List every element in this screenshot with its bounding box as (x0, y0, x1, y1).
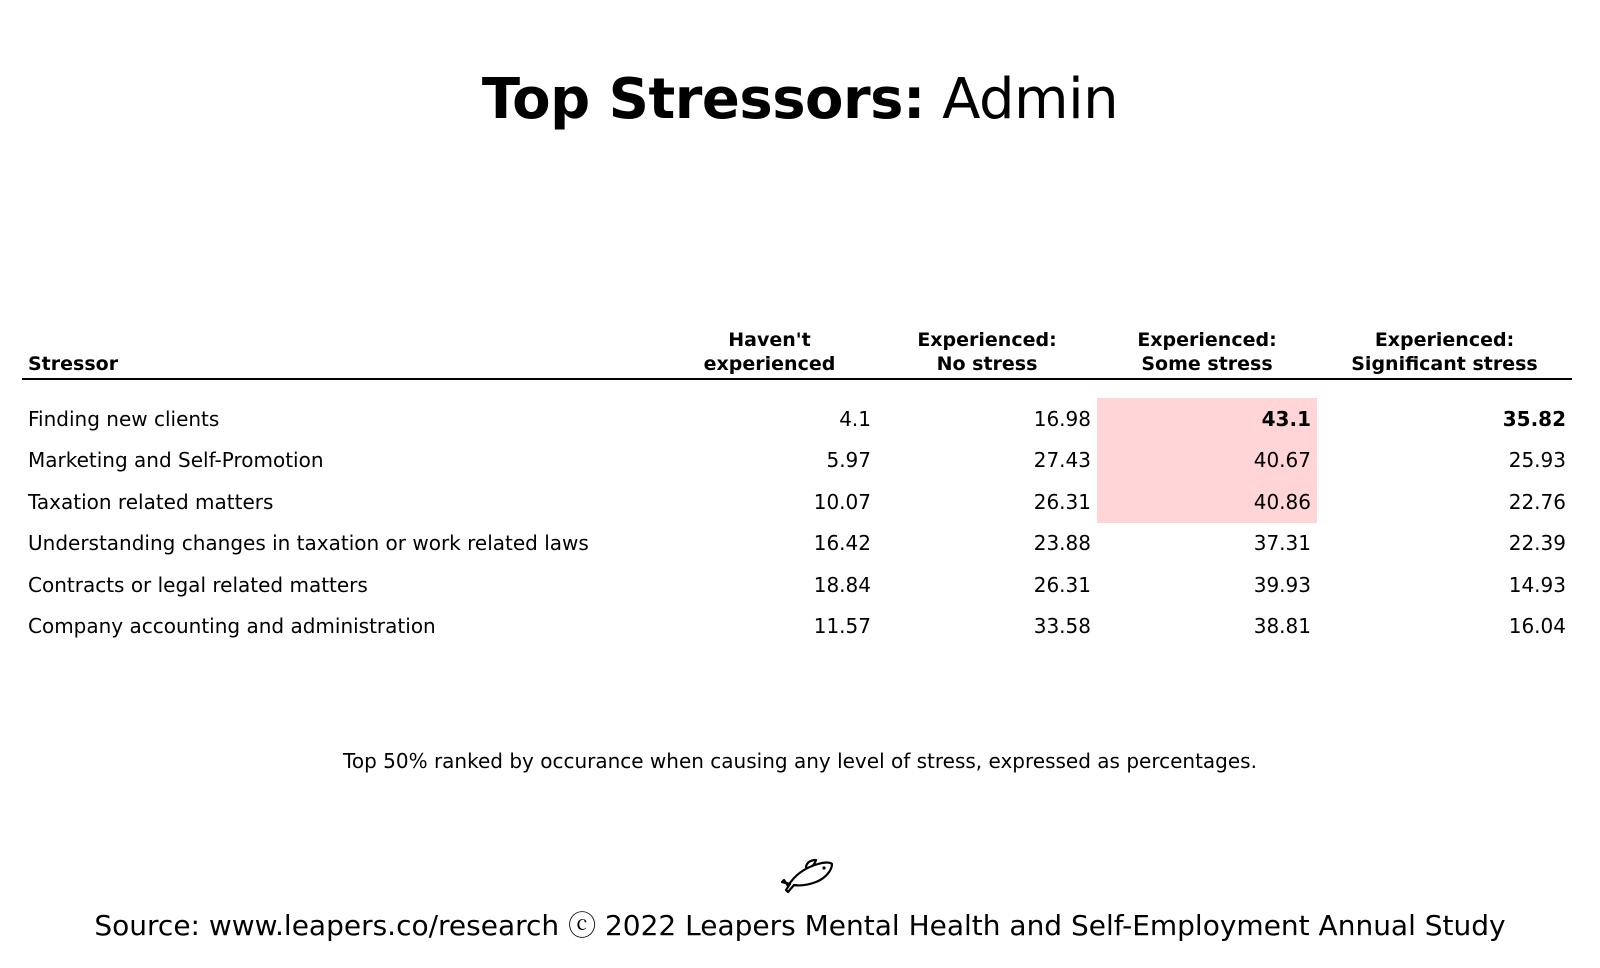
title-bold: Top Stressors: (481, 67, 925, 132)
value-cell: 10.07 (813, 489, 871, 514)
value-cell: 40.86 (1097, 481, 1317, 523)
value-cell: 16.04 (1508, 614, 1566, 639)
table-header-row (22, 326, 1572, 379)
table-footnote: Top 50% ranked by occurance when causing any level of stress, expressed as percentages. (343, 749, 1257, 773)
value-cell: 5.97 (826, 448, 871, 473)
column-header-line: Significant stress (1351, 353, 1538, 375)
value-cell: 14.93 (1508, 572, 1566, 597)
stressor-table-container (22, 326, 1572, 647)
table-row (22, 606, 1572, 648)
table-row (22, 523, 1572, 565)
column-header-line: Experienced: (1374, 329, 1515, 351)
value-cell: 26.31 (1033, 572, 1091, 597)
value-cell: 33.58 (1033, 614, 1091, 639)
value-cell: 25.93 (1508, 448, 1566, 473)
value-cell: 26.31 (1033, 489, 1091, 514)
column-header: Stressor (22, 326, 662, 379)
column-header-line: Experienced: (1137, 329, 1277, 351)
table-row (22, 398, 1572, 440)
value-cell: 40.67 (1097, 440, 1317, 482)
value-cell: 22.39 (1508, 531, 1566, 556)
column-header-line: experienced (703, 353, 836, 375)
stressor-label: Taxation related matters (28, 489, 274, 514)
value-cell: 16.98 (1033, 406, 1091, 431)
value-cell: 38.81 (1253, 614, 1311, 639)
page-title (0, 64, 1600, 136)
value-cell: 39.93 (1253, 572, 1311, 597)
stressor-table (22, 326, 1572, 647)
value-cell: 37.31 (1253, 531, 1311, 556)
stressor-label: Company accounting and administration (28, 614, 436, 639)
value-cell: 35.82 (1502, 406, 1566, 431)
table-body (22, 379, 1572, 647)
column-header-line: Some stress (1141, 353, 1273, 375)
table-row (22, 440, 1572, 482)
table-row (22, 481, 1572, 523)
column-header (662, 326, 877, 379)
fish-icon (780, 856, 836, 896)
column-header-line: No stress (936, 353, 1038, 375)
stressor-label: Finding new clients (28, 406, 220, 431)
stressor-label: Marketing and Self-Promotion (28, 448, 324, 473)
column-header-line: Experienced: (917, 329, 1057, 351)
stressor-label: Understanding changes in taxation or work related laws (28, 531, 589, 556)
value-cell: 4.1 (839, 406, 871, 431)
source-citation: Source: www.leapers.co/research ⓒ 2022 Leapers Mental Health and Self-Employment Annual Study (94, 909, 1506, 942)
value-cell: 18.84 (813, 572, 871, 597)
column-header (1317, 326, 1572, 379)
title-light: Admin (942, 67, 1119, 132)
table-spacer (22, 379, 1572, 398)
value-cell: 27.43 (1033, 448, 1091, 473)
value-cell: 11.57 (813, 614, 871, 639)
value-cell: 16.42 (813, 531, 871, 556)
column-header (1097, 326, 1317, 379)
value-cell: 43.1 (1097, 398, 1317, 440)
stressor-label: Contracts or legal related matters (28, 572, 368, 597)
table-row (22, 564, 1572, 606)
column-header-line: Haven't (728, 329, 811, 351)
value-cell: 22.76 (1508, 489, 1566, 514)
value-cell: 23.88 (1033, 531, 1091, 556)
column-header (877, 326, 1097, 379)
